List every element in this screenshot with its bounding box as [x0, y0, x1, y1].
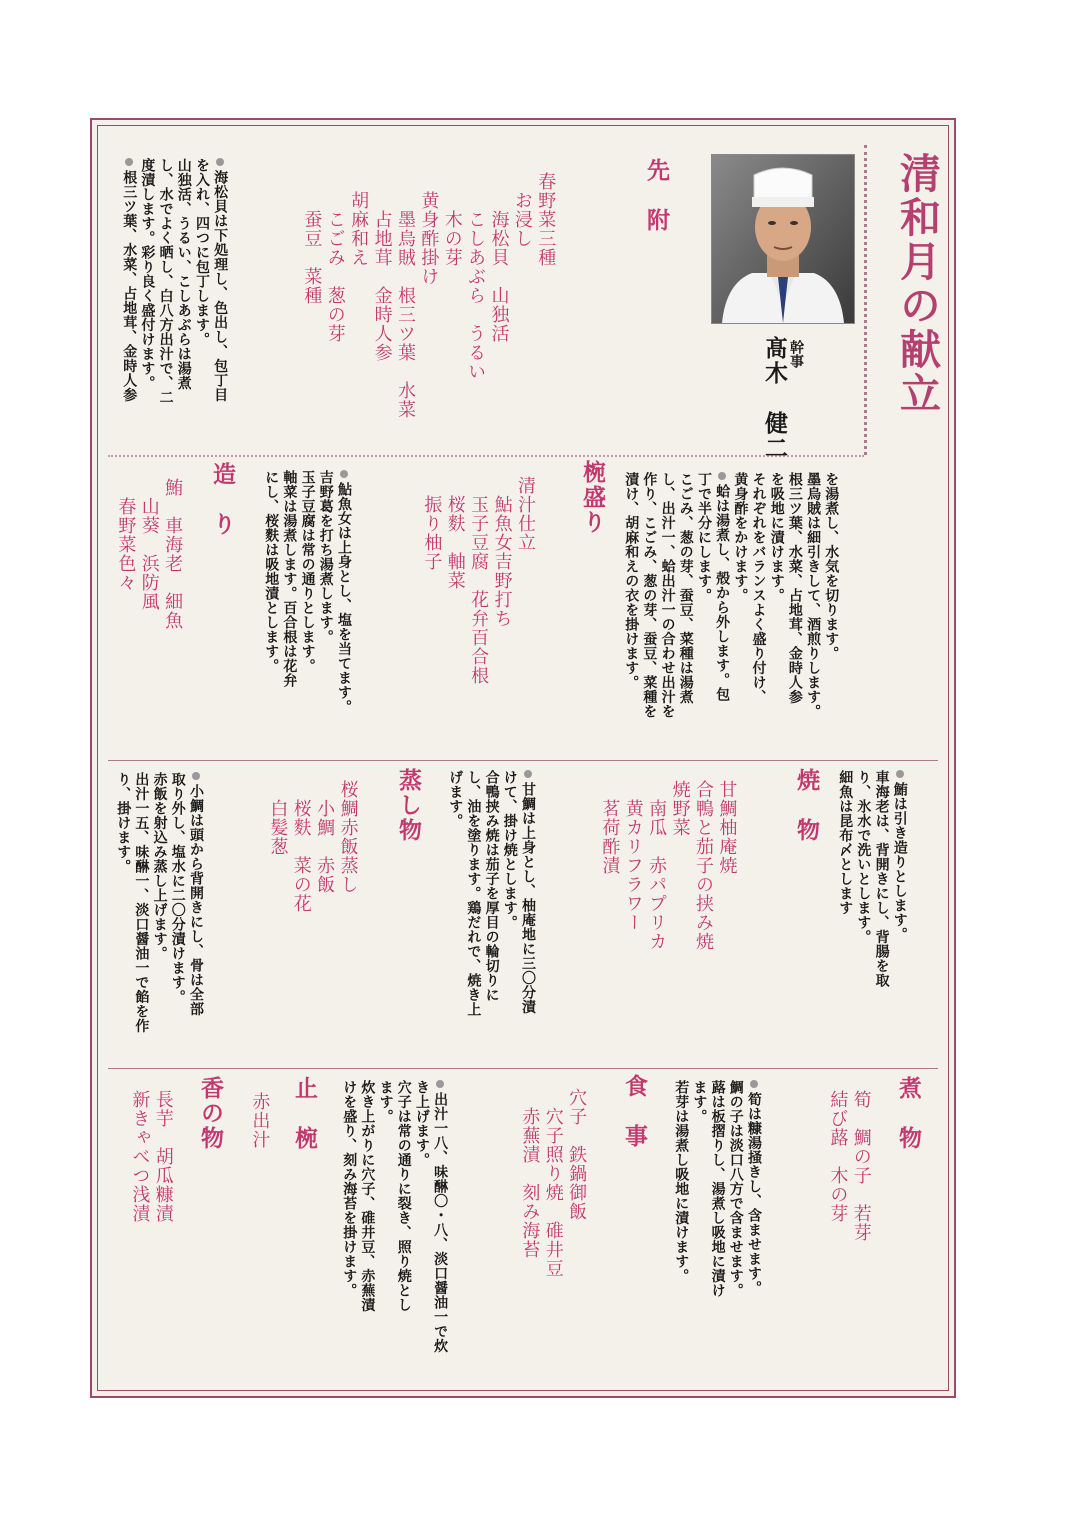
- dish-item: 木の芽: [441, 172, 463, 267]
- instruction-line: り、氷水で洗いとします。: [855, 770, 872, 944]
- dish-item: 春野菜色々: [115, 478, 137, 592]
- instruction-line: 合鴨挟み焼は茄子を厚目の輪切りに: [483, 770, 500, 1002]
- row-divider-2: [108, 760, 938, 761]
- instruction-line: 甘鯛は上身とし、柚庵地に三〇分漬: [519, 770, 537, 1060]
- heading-mushimono: 蒸し物: [395, 768, 422, 843]
- instruction-line: り、掛けます。: [115, 772, 132, 874]
- instruction-line: ます。: [377, 1080, 394, 1124]
- instruction-line: にし、桜麩は吸地漬とします。: [263, 470, 280, 673]
- dish-item: 赤蕪漬 刻み海苔: [519, 1088, 541, 1259]
- instruction-line: 丁で半分にします。: [695, 472, 712, 603]
- instruction-line: 根三ツ葉、水菜、占地茸、金時人参: [120, 158, 138, 448]
- instructions-shokuji: [340, 1080, 449, 1370]
- instructions-mushimono: [114, 772, 205, 1060]
- bullet-icon: [750, 1080, 758, 1088]
- instruction-line: けて、掛け焼とします。: [501, 770, 518, 930]
- instructions-sakizuke-a: [120, 158, 229, 448]
- dish-item: こごみ 葱の芽: [324, 172, 346, 343]
- dish-item: 赤出汁: [249, 1092, 271, 1149]
- bullet-icon: [125, 158, 133, 166]
- dish-list-yakimono: [598, 780, 738, 1060]
- dish-item: 白髪葱: [267, 780, 289, 856]
- chef-portrait-icon: [712, 155, 854, 323]
- bullet-icon: [524, 770, 532, 778]
- instruction-line: を湯煮し、水気を切ります。: [823, 472, 840, 661]
- heading-nimono: 煮 物: [895, 1076, 922, 1151]
- instruction-line: 軸菜は湯煮します。百合根は花弁: [281, 470, 298, 688]
- dish-item: 鮎魚女吉野打ち: [491, 476, 513, 628]
- dish-item: 茗荷酢漬: [599, 780, 621, 875]
- dish-item: 甘鯛柚庵焼: [716, 780, 738, 875]
- dish-item: こしあぶら うるい: [465, 172, 487, 381]
- instruction-line: ます。: [691, 1080, 708, 1124]
- heading-sakizuke: 先 附: [643, 158, 670, 233]
- heading-tsukuri: 造 り: [209, 462, 236, 537]
- dish-item: 黄カリフラワー: [622, 780, 644, 932]
- instruction-line: 車海老は、背開きにし、背腸を取: [873, 770, 890, 988]
- instruction-line: を吸地に漬けます。: [768, 472, 785, 603]
- instruction-line: けを盛り、刻み海苔を掛けます。: [341, 1080, 358, 1298]
- heading-wanmori: 椀盛り: [579, 460, 606, 535]
- dish-list-mushimono: [266, 780, 360, 1050]
- title-divider: [864, 145, 867, 455]
- dish-item: 墨烏賊 根三ツ葉 水菜: [394, 172, 416, 419]
- dish-item: 焼野菜: [669, 780, 691, 837]
- dish-list-shokuji: [518, 1088, 588, 1368]
- heading-tomewan: 止 椀: [291, 1076, 318, 1151]
- dish-item: 結び蕗 木の芽: [827, 1090, 849, 1223]
- dish-item: 山葵 浜防風: [138, 478, 160, 611]
- chef-name: 髙木 健二: [761, 336, 788, 461]
- instruction-line: 作り、こごみ、葱の芽、蚕豆、菜種を: [641, 472, 658, 719]
- dish-item: お浸し: [511, 172, 533, 248]
- instruction-line: 炊き上がりに穴子、碓井豆、赤蕪漬: [359, 1080, 376, 1312]
- instruction-line: 筍は糠湯掻きし、含ませます。: [745, 1080, 763, 1370]
- row-divider-1: [108, 455, 864, 457]
- dish-item: 桜麩 軸菜: [444, 476, 466, 590]
- dish-item: 占地茸 金時人参: [371, 172, 393, 362]
- instruction-line: 墨烏賊は細引きして、酒煎りします。: [805, 472, 822, 719]
- instruction-line: げます。: [447, 770, 464, 828]
- instructions-nimono: [672, 1080, 763, 1370]
- instruction-line: し、水でよく晒し、白八方出汁で、二: [157, 158, 174, 405]
- bullet-icon: [436, 1080, 444, 1088]
- instruction-line: 鮪は引き造りとします。: [891, 770, 909, 1060]
- instruction-line: 山独活、うるい、こしあぶらは湯煮: [175, 158, 192, 390]
- dish-list-tsukuri: [114, 478, 184, 748]
- dish-item: 桜麩 菜の花: [290, 780, 312, 913]
- instruction-line: 漬け、胡麻和えの衣を掛けます。: [623, 472, 640, 690]
- dish-item: 桜鯛赤飯蒸し: [337, 780, 359, 894]
- instructions-yakimono: [446, 770, 537, 1060]
- instruction-line: 蕗は板摺りし、湯煮し吸地に漬け: [709, 1080, 726, 1298]
- instruction-line: 細魚は昆布〆とします: [837, 770, 854, 915]
- bullet-icon: [340, 470, 348, 478]
- bullet-icon: [216, 158, 224, 166]
- dish-item: 長芋 胡瓜糠漬: [152, 1090, 174, 1223]
- instruction-line: それぞれをバランスよく盛り付け、: [750, 472, 767, 704]
- instruction-line: 出汁一八、味醂〇・八、淡口醤油一で炊: [431, 1080, 449, 1370]
- instruction-line: を入れ、四つに包丁します。: [193, 158, 210, 347]
- chef-photo: [711, 154, 855, 324]
- dish-list-konomono: [128, 1090, 175, 1223]
- chef-role: 幹事: [788, 340, 804, 368]
- dish-item: 穴子 鉄鍋御飯: [566, 1088, 588, 1221]
- instruction-line: 鯛の子は淡口八方で含ませます。: [727, 1080, 744, 1298]
- instructions-wanmori: [262, 470, 353, 755]
- heading-shokuji: 食 事: [621, 1074, 648, 1149]
- row-divider-3: [108, 1068, 938, 1069]
- instruction-line: 小鯛は頭から背開きにし、骨は全部: [187, 772, 205, 1060]
- dish-item: 振り柚子: [421, 476, 443, 571]
- dish-item: 筍 鯛の子 若芽: [850, 1090, 872, 1242]
- heading-yakimono: 焼 物: [793, 768, 820, 843]
- instruction-line: 吉野葛を打ち湯煮します。: [317, 470, 334, 644]
- instruction-line: 黄身酢をかけます。: [732, 472, 749, 603]
- instruction-line: 出汁一五、味醂一、淡口醤油一で餡を作: [133, 772, 150, 1033]
- instruction-line: 度漬します。彩り良く盛付けます。: [139, 158, 156, 390]
- dish-item: 海松貝 山独活: [488, 172, 510, 343]
- dish-list-wanmori: [420, 476, 537, 756]
- dish-item: 清汁仕立: [514, 476, 536, 552]
- instructions-tsukuri: [836, 770, 909, 1060]
- instructions-sakizuke-b: [622, 472, 840, 752]
- bullet-icon: [192, 772, 200, 780]
- dish-item: 合鴨と茄子の挟み焼: [692, 780, 714, 951]
- dish-list-tomewan: [248, 1092, 271, 1149]
- dish-item: 南瓜 赤パプリカ: [646, 780, 668, 951]
- instruction-line: し、油を塗ります。鶏だれで、焼き上: [465, 770, 482, 1017]
- instruction-line: 蛤は湯煮し、殻から外します。包: [713, 472, 731, 752]
- instruction-line: し、出汁一、蛤出汁一の合わせ出汁を: [659, 472, 676, 719]
- dish-item: 蚕豆 菜種: [301, 172, 323, 305]
- dish-item: 春野菜三種: [535, 172, 557, 267]
- dish-list-sakizuke: [300, 172, 557, 442]
- heading-konomono: 香の物: [197, 1076, 224, 1151]
- dish-item: 新きゃべつ浅漬: [129, 1090, 151, 1223]
- instruction-line: 海松貝は下処理し、色出し、包丁目: [211, 158, 229, 448]
- instruction-line: 根三ツ葉、水菜、占地茸、金時人参: [786, 472, 803, 704]
- bullet-icon: [896, 770, 904, 778]
- dish-item: 黄身酢掛け: [418, 172, 440, 286]
- dish-item: 穴子照り焼 碓井豆: [542, 1088, 564, 1278]
- instruction-line: 若芽は湯煮し吸地に漬けます。: [673, 1080, 690, 1283]
- instruction-line: 取り外し、塩水に二〇分漬けます。: [169, 772, 186, 1004]
- instruction-line: 鮎魚女は上身とし、塩を当てます。: [335, 470, 353, 755]
- instruction-line: こごみ、葱の芽、蚕豆、菜種は湯煮: [677, 472, 694, 704]
- dish-item: 小鯛 赤飯: [314, 780, 336, 894]
- instruction-line: 赤飯を射込み蒸し上げます。: [151, 772, 168, 961]
- bullet-icon: [718, 472, 726, 480]
- instruction-line: 穴子は常の通りに裂き、照り焼とし: [395, 1080, 412, 1312]
- instruction-line: き上げます。: [413, 1080, 430, 1167]
- page-title: 清和月の献立: [893, 152, 941, 416]
- dish-item: 玉子豆腐 花弁百合根: [468, 476, 490, 685]
- dish-list-nimono: [826, 1090, 873, 1370]
- dish-item: 胡麻和え: [348, 172, 370, 267]
- dish-item: 鮪 車海老 細魚: [162, 478, 184, 630]
- instruction-line: 玉子豆腐は常の通りとします。: [299, 470, 316, 673]
